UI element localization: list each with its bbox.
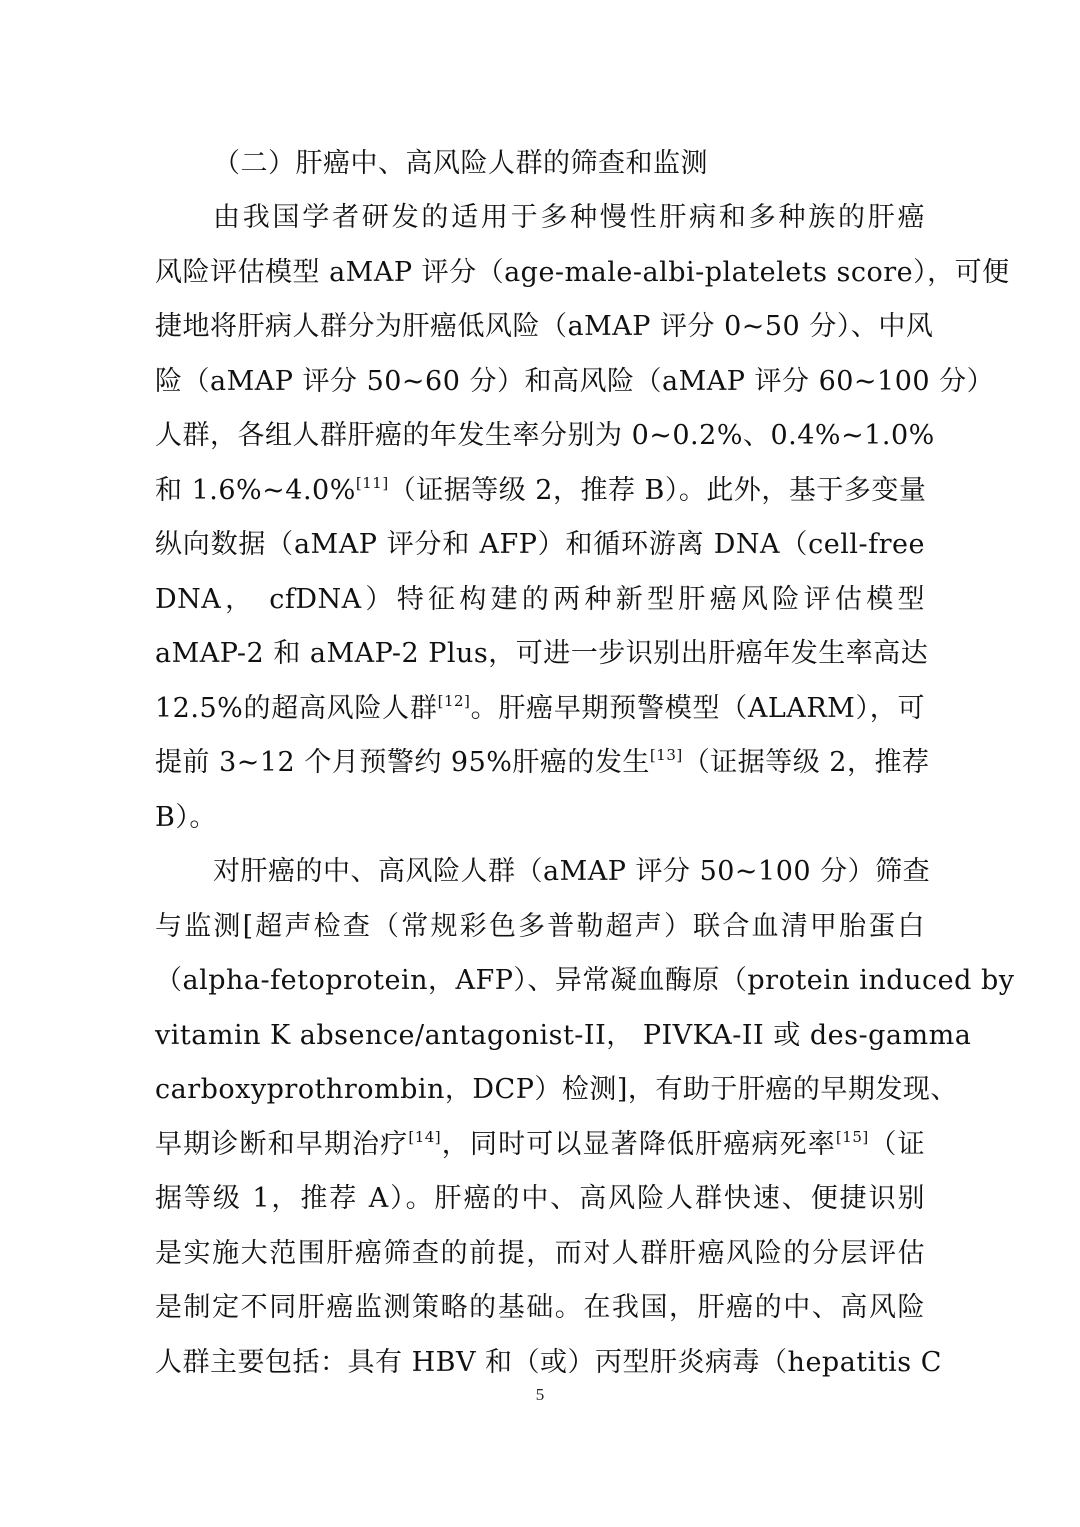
paragraph-line: 是实施大范围肝癌筛查的前提，而对人群肝癌风险的分层评估 <box>155 1238 925 1269</box>
paragraph-line <box>155 692 925 726</box>
paragraph-line: 人群主要包括：具有 HBV 和（或）丙型肝炎病毒（hepatitis C <box>155 1347 942 1378</box>
paragraph-line: DNA， cfDNA）特征构建的两种新型肝癌风险评估模型 <box>155 584 925 615</box>
paragraph-line <box>155 746 930 780</box>
paragraph-line: 捷地将肝病人群分为肝癌低风险（aMAP 评分 0~50 分）、中风 <box>155 311 934 342</box>
line-text: 12.5%的超高风险人群 <box>155 693 438 724</box>
paragraph-line: 是制定不同肝癌监测策略的基础。在我国，肝癌的中、高风险 <box>155 1292 925 1323</box>
paragraph-line: 人群，各组人群肝癌的年发生率分别为 0~0.2%、0.4%~1.0% <box>155 420 935 451</box>
line-text: 。肝癌早期预警模型（ALARM），可 <box>470 693 925 724</box>
paragraph-line: vitamin K absence/antagonist-II， PIVKA-II 或 des-gamma <box>155 1020 972 1051</box>
citation-ref: [11] <box>355 474 389 492</box>
section-heading: （二）肝癌中、高风险人群的筛查和监测 <box>213 148 708 179</box>
line-text: 和 1.6%~4.0% <box>155 475 356 506</box>
paragraph-line: 纵向数据（aMAP 评分和 AFP）和循环游离 DNA（cell-free <box>155 529 925 560</box>
line-text: （证 <box>868 1129 926 1160</box>
line-text: （证据等级 2，推荐 B）。此外，基于多变量 <box>388 475 927 506</box>
page-number: 5 <box>535 1385 545 1404</box>
paragraph-line: aMAP-2 和 aMAP-2 Plus，可进一步识别出肝癌年发生率高达 <box>155 638 929 669</box>
citation-ref: [15] <box>835 1128 869 1146</box>
paragraph-line: （alpha-fetoprotein，AFP）、异常凝血酶原（protein induced by <box>155 965 1015 996</box>
line-text: 早期诊断和早期治疗 <box>155 1129 409 1160</box>
line-text: 提前 3~12 个月预警约 95%肝癌的发生 <box>155 747 650 778</box>
line-text: ，同时可以显著降低肝癌病死率 <box>441 1129 836 1160</box>
citation-ref: [13] <box>649 746 683 764</box>
citation-ref: [12] <box>437 692 471 710</box>
paragraph-line <box>155 474 925 508</box>
paragraph-line: 对肝癌的中、高风险人群（aMAP 评分 50~100 分）筛查 <box>213 856 931 887</box>
paragraph-line: 险（aMAP 评分 50~60 分）和高风险（aMAP 评分 60~100 分） <box>155 366 995 397</box>
paragraph-line: 与监测[超声检查（常规彩色多普勒超声）联合血清甲胎蛋白 <box>155 911 925 942</box>
line-text: （证据等级 2，推荐 <box>682 747 930 778</box>
paragraph-line: 据等级 1，推荐 A）。肝癌的中、高风险人群快速、便捷识别 <box>155 1183 925 1214</box>
paragraph-line: B）。 <box>155 802 217 833</box>
paragraph-line: 由我国学者研发的适用于多种慢性肝病和多种族的肝癌 <box>213 202 925 233</box>
paragraph-line <box>155 1128 925 1162</box>
paragraph-line: carboxyprothrombin，DCP）检测]，有助于肝癌的早期发现、 <box>155 1074 958 1105</box>
citation-ref: [14] <box>408 1128 442 1146</box>
paragraph-line: 风险评估模型 aMAP 评分（age-male-albi-platelets score），可便 <box>155 257 1010 288</box>
